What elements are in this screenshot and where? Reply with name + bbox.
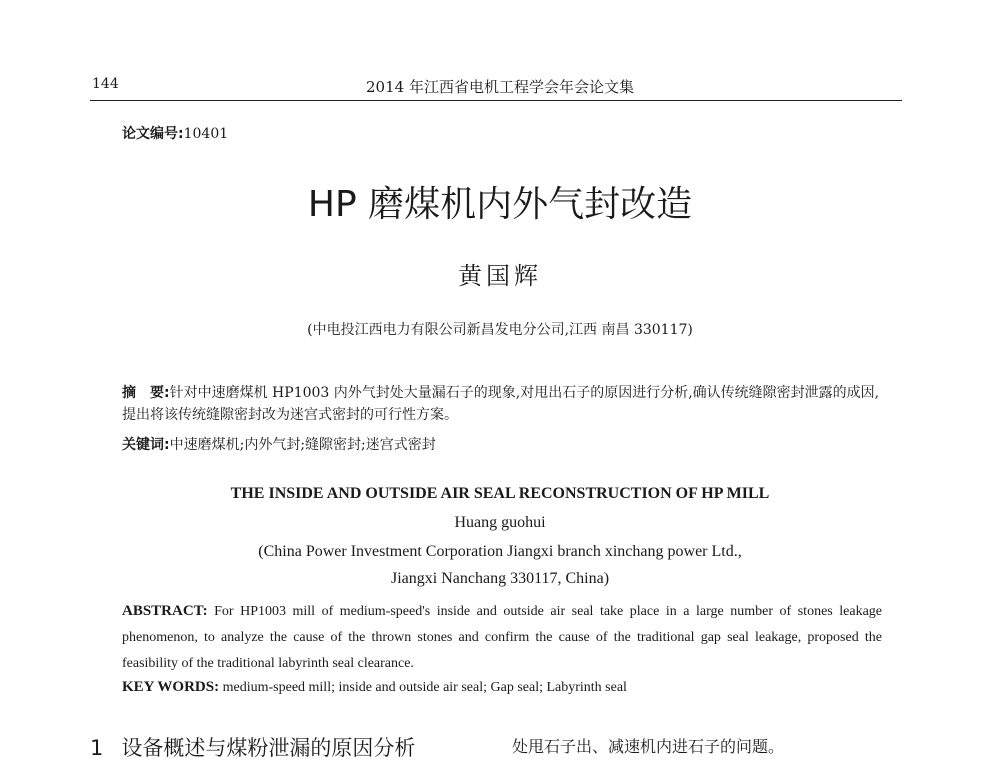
section-heading-1 — [90, 732, 415, 762]
paper-title-cn: HP 磨煤机内外气封改造 — [307, 184, 693, 225]
keywords-cn-label: 关键词: — [122, 437, 170, 453]
paper-id-value: 10401 — [183, 126, 229, 142]
header-rule — [90, 100, 902, 101]
paper-title-en: THE INSIDE AND OUTSIDE AIR SEAL RECONSTRUCTION OF HP MILL — [230, 485, 770, 502]
page-number: 144 — [92, 76, 119, 92]
keywords-en-text: medium-speed mill; inside and outside air seal; Gap seal; Labyrinth seal — [222, 680, 627, 695]
keywords-en — [122, 676, 882, 699]
abstract-cn-label: 摘 要: — [122, 385, 170, 401]
keywords-en-label: KEY WORDS: — [122, 679, 220, 695]
affiliation-cn: (中电投江西电力有限公司新昌发电分公司,江西 南昌 330117) — [307, 322, 693, 338]
body-text-right-column: 处甩石子出、减速机内进石子的问题。 — [512, 737, 785, 756]
section-number: 1 — [90, 736, 104, 760]
author-cn: 黄国辉 — [458, 262, 542, 290]
running-header-title: 2014 年江西省电机工程学会年会论文集 — [366, 78, 634, 96]
affiliation-en-line2: Jiangxi Nanchang 330117, China) — [390, 570, 610, 587]
abstract-cn — [122, 382, 882, 426]
abstract-en — [122, 598, 882, 677]
paper-id-label: 论文编号: — [122, 126, 184, 142]
keywords-cn — [122, 434, 882, 456]
keywords-cn-text: 中速磨煤机;内外气封;缝隙密封;迷宫式密封 — [169, 437, 436, 453]
abstract-en-text: For HP1003 mill of medium-speed's inside and outside air seal take place in a large number of stones leakage phenomenon, to analyze the cause of the thrown stones and confirm the cause of the traditional gap seal leakage, proposed the feasibility of the traditional labyrinth seal clearance. — [122, 604, 883, 671]
abstract-en-label: ABSTRACT: — [122, 603, 208, 619]
paper-id — [122, 123, 228, 143]
author-en: Huang guohui — [454, 514, 546, 531]
section-title: 设备概述与煤粉泄漏的原因分析 — [121, 736, 416, 760]
affiliation-en-line1: (China Power Investment Corporation Jiangxi branch xinchang power Ltd., — [258, 543, 742, 560]
abstract-cn-text: 针对中速磨煤机 HP1003 内外气封处大量漏石子的现象,对甩出石子的原因进行分析,确认传统缝隙密封泄露的成因,提出将该传统缝隙密封改为迷宫式密封的可行性方案。 — [122, 385, 880, 423]
